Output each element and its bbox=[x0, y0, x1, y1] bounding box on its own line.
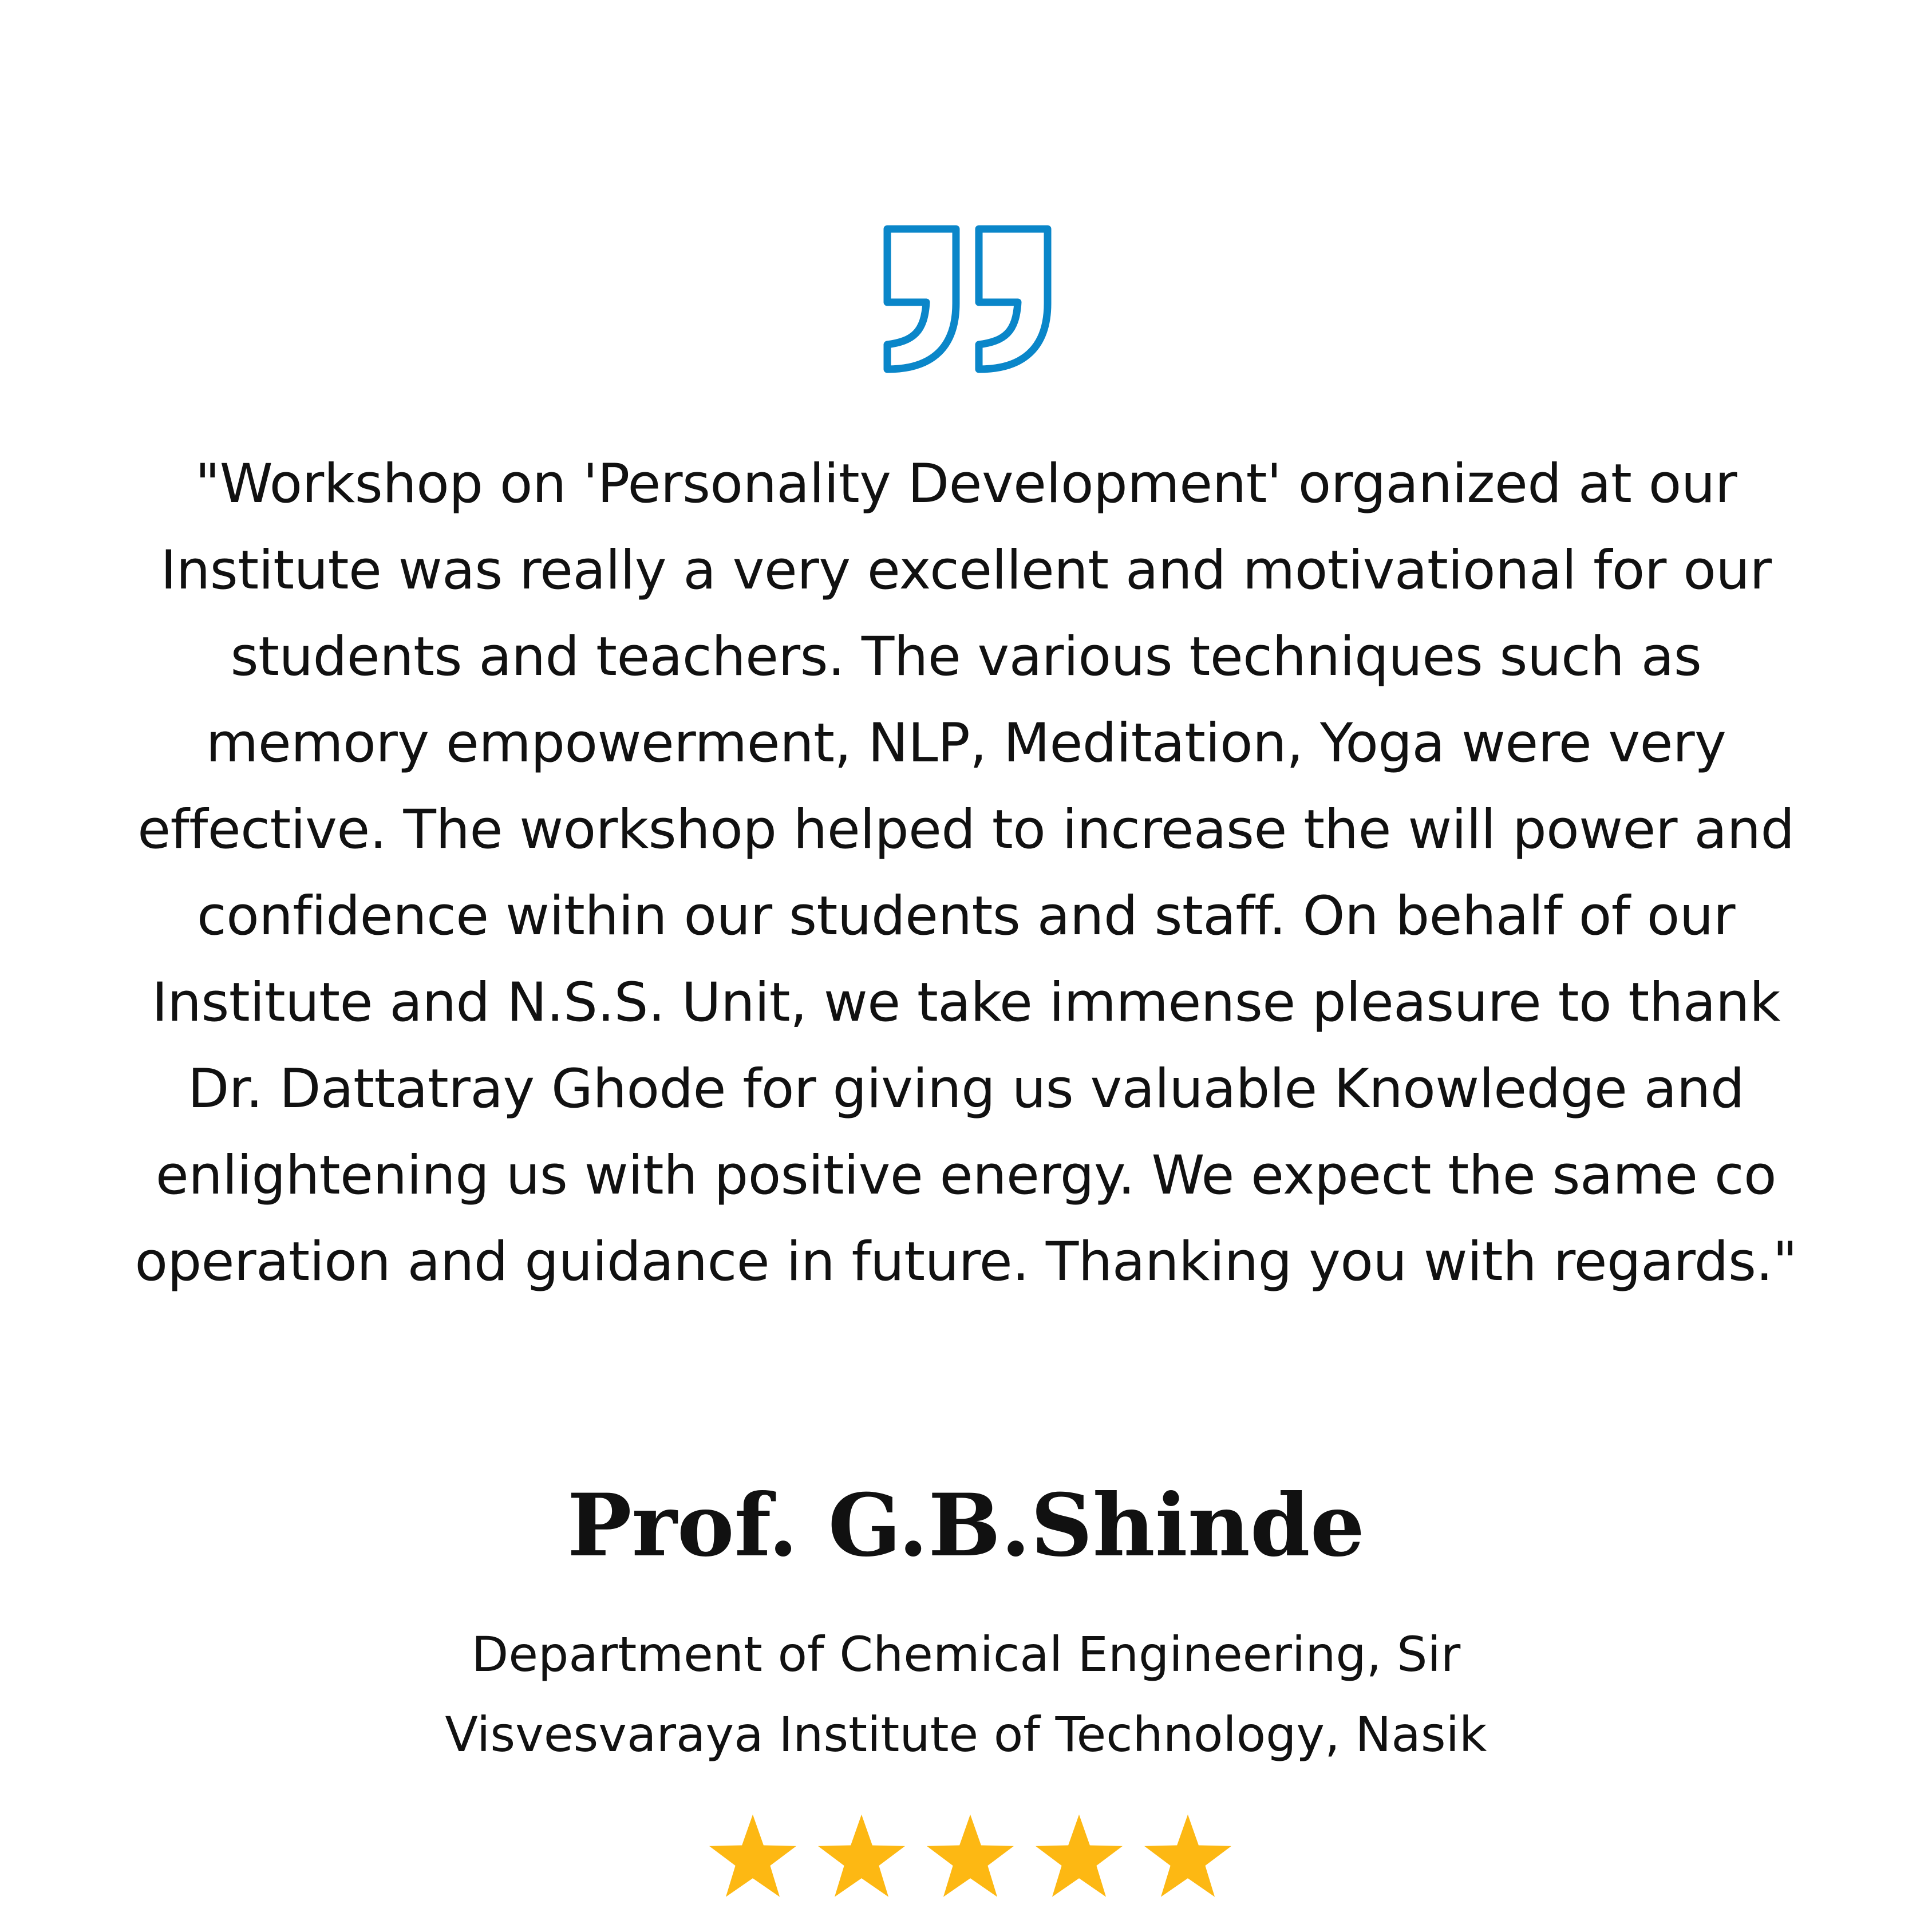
author-name: Prof. G.B.Shinde bbox=[567, 1475, 1365, 1576]
author-affiliation bbox=[229, 1614, 1703, 1775]
affiliation-line-2: Visvesvaraya Institute of Technology, Nasik bbox=[445, 1706, 1487, 1763]
star-icon bbox=[924, 1812, 1016, 1903]
closing-quote-icon bbox=[882, 223, 1053, 378]
star-rating bbox=[707, 1812, 1234, 1903]
star-icon bbox=[816, 1812, 907, 1903]
affiliation-line-1: Department of Chemical Engineering, Sir bbox=[471, 1626, 1461, 1682]
star-icon bbox=[707, 1812, 799, 1903]
star-icon bbox=[1033, 1812, 1125, 1903]
testimonial-quote: "Workshop on 'Personality Development' organized at our Institute was really a very excellent and motivational for our students and teachers. The various techniques such as memory empowerment, NLP, Meditation, Yoga were very effective. The workshop helped to increase the will power and confidence within our students and staff. On behalf of our Institute and N.S.S. Unit, we take immense pleasure to thank Dr. Dattatray Ghode for giving us valuable Knowledge and enlightening us with positive energy. We expect the same co operation and guidance in future. Thanking you with regards." bbox=[135, 453, 1797, 1293]
star-icon bbox=[1142, 1812, 1234, 1903]
